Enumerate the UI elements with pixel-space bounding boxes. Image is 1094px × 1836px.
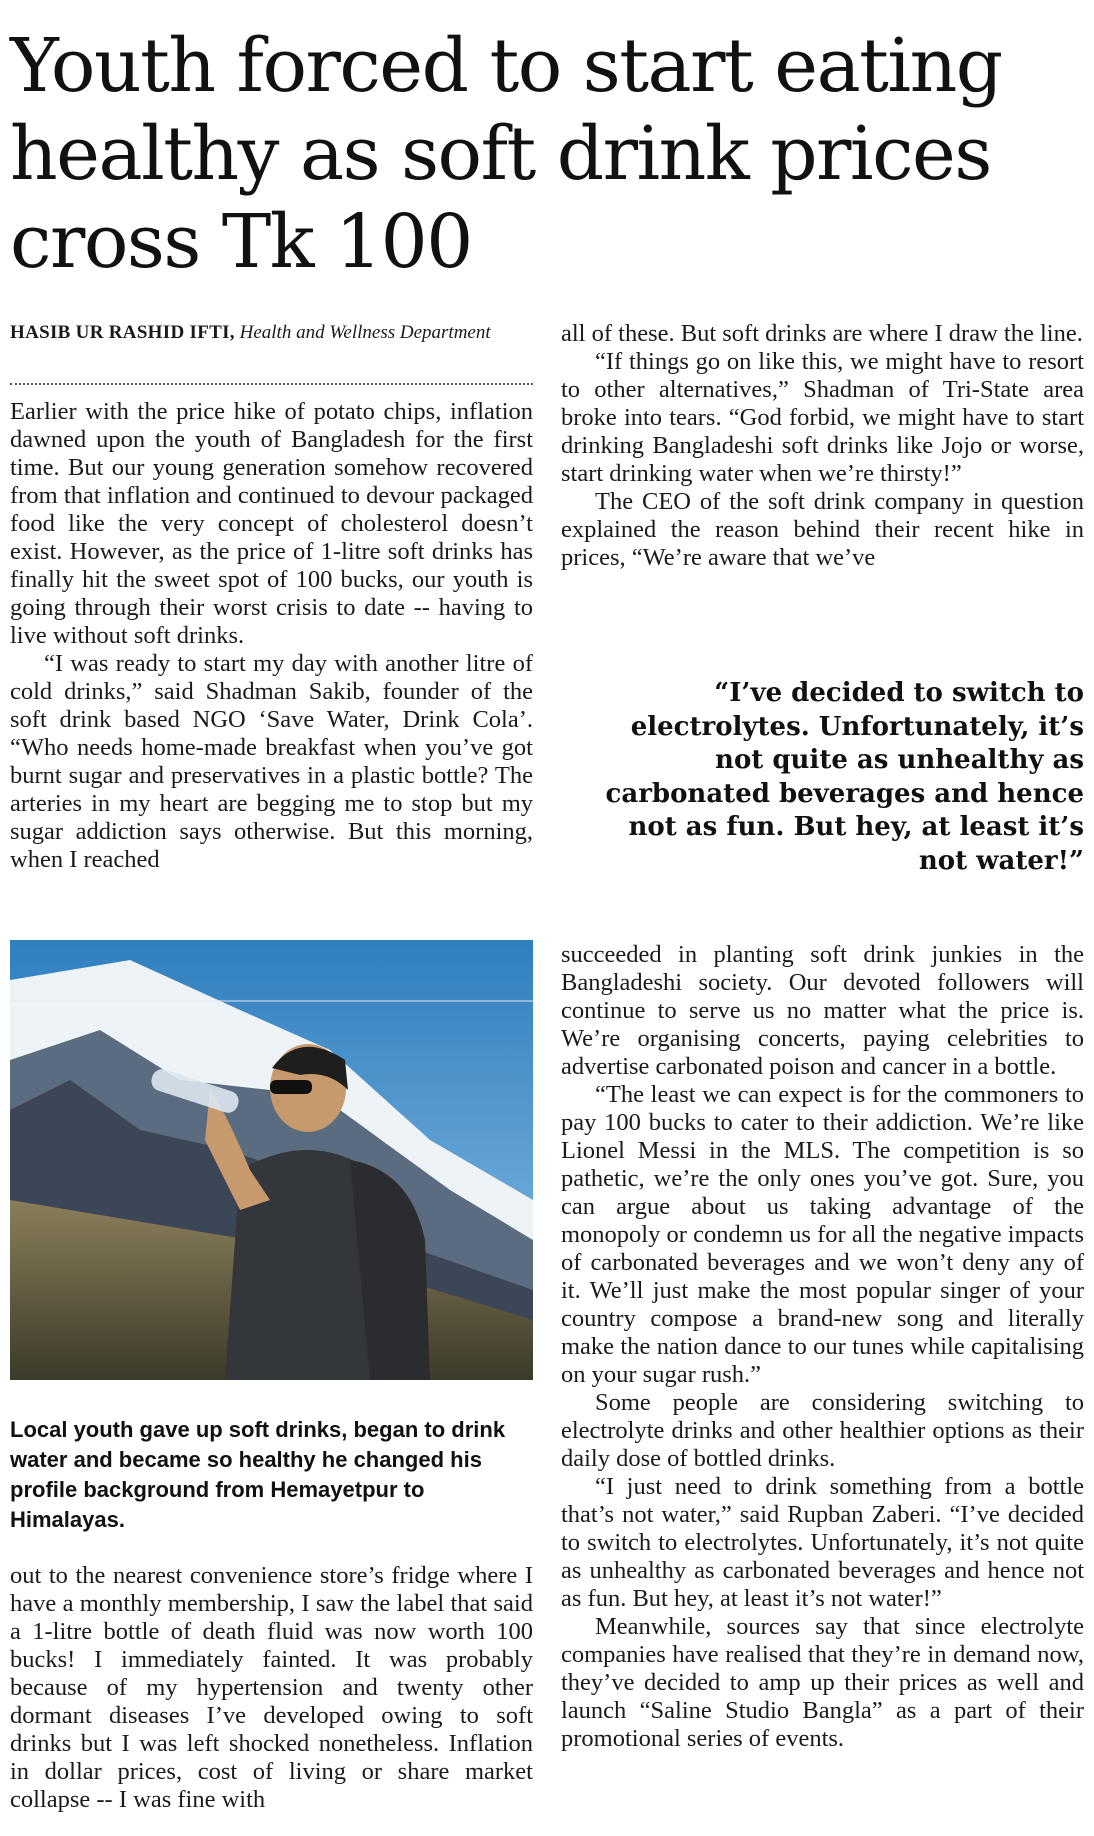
column-1-bottom [10, 1562, 533, 1814]
byline-author: HASIB UR RASHID IFTI, [10, 322, 235, 343]
paragraph: succeeded in planting soft drink junkies in the Bangladeshi society. Our devoted followers will continue to serve us no matter what the price is. We’re organising concerts, paying celebrities to advertise carbonated poison and cancer in a bottle. [561, 941, 1084, 1080]
paragraph: “I was ready to start my day with another litre of cold drinks,” said Shadman Sakib, founder of the soft drink based NGO ‘Save Water, Drink Cola’. “Who needs home-made breakfast when you’ve got burnt sugar and preservatives in a plastic bottle? The arteries in my heart are begging me to stop but my sugar addiction says otherwise. But this morning, when I reached [10, 650, 533, 873]
photo-caption: Local youth gave up soft drinks, began to drink water and became so healthy he changed his profile background from Hemayetpur to Himalayas. [10, 1417, 506, 1532]
paragraph: out to the nearest convenience store’s fridge where I have a monthly membership, I saw the label that said a 1-litre bottle of death fluid was now worth 100 bucks! I immediately fainted. It was probably because of my hypertension and twenty other dormant diseases I’ve developed owing to soft drinks but I was left shocked nonetheless. Inflation in dollar prices, cost of living or share market collapse -- I was fine with [10, 1562, 533, 1813]
column-2-bottom [561, 941, 1084, 1753]
paragraph: The CEO of the soft drink company in question explained the reason behind their recent hike in prices, “We’re aware that we’ve [561, 488, 1084, 571]
byline-divider [10, 383, 533, 385]
column-2-top [561, 320, 1084, 572]
headline: Youth forced to start eating healthy as soft drink prices cross Tk 100 [10, 23, 1002, 285]
byline-department: Health and Wellness Department [239, 322, 491, 343]
paragraph: Some people are considering switching to electrolyte drinks and other healthier options as their daily dose of bottled drinks. [561, 1389, 1084, 1472]
paragraph: “If things go on like this, we might have to resort to other alternatives,” Shadman of Tri-State area broke into tears. “God forbid, we might have to start drinking Bangladeshi soft drinks like Jojo or worse, start drinking water when we’re thirsty!” [561, 348, 1084, 487]
pull-quote: “I’ve decided to switch to electrolytes. Unfortunately, it’s not quite as unhealthy as carbonated beverages and hence not as fun. But hey, at least it’s not water!” [605, 678, 1084, 876]
paragraph: Meanwhile, sources say that since electrolyte companies have realised that they’re in demand now, they’ve decided to amp up their prices as well and launch “Saline Studio Bangla” as a part of their promotional series of events. [561, 1613, 1084, 1752]
paragraph: all of these. But soft drinks are where I draw the line. [561, 320, 1083, 347]
article-photo [10, 940, 533, 1380]
byline [10, 320, 530, 346]
column-1-top [10, 398, 533, 874]
photo-hiker-drinking-water [10, 940, 533, 1380]
paragraph: Earlier with the price hike of potato chips, inflation dawned upon the youth of Bangladesh for the first time. But our young generation somehow recovered from that inflation and continued to devour packaged food like the very concept of cholesterol doesn’t exist. However, as the price of 1-litre soft drinks has finally hit the sweet spot of 100 bucks, our youth is going through their worst crisis to date -- having to live without soft drinks. [10, 398, 533, 649]
paragraph: “The least we can expect is for the commoners to pay 100 bucks to cater to their addiction. We’re like Lionel Messi in the MLS. The competition is so pathetic, we’re the only ones you’ve got. Sure, you can argue about us taking advantage of the monopoly or condemn us for all the negative impacts of carbonated beverages and we won’t deny any of it. We’ll just make the most popular singer of your country compose a brand-new song and literally make the nation dance to our tunes while capitalising on your sugar rush.” [561, 1081, 1084, 1388]
paragraph: “I just need to drink something from a bottle that’s not water,” said Rupban Zaberi. “I’ve decided to switch to electrolytes. Unfortunately, it’s not quite as unhealthy as carbonated beverages and hence not as fun. But hey, at least it’s not water!” [561, 1473, 1084, 1612]
